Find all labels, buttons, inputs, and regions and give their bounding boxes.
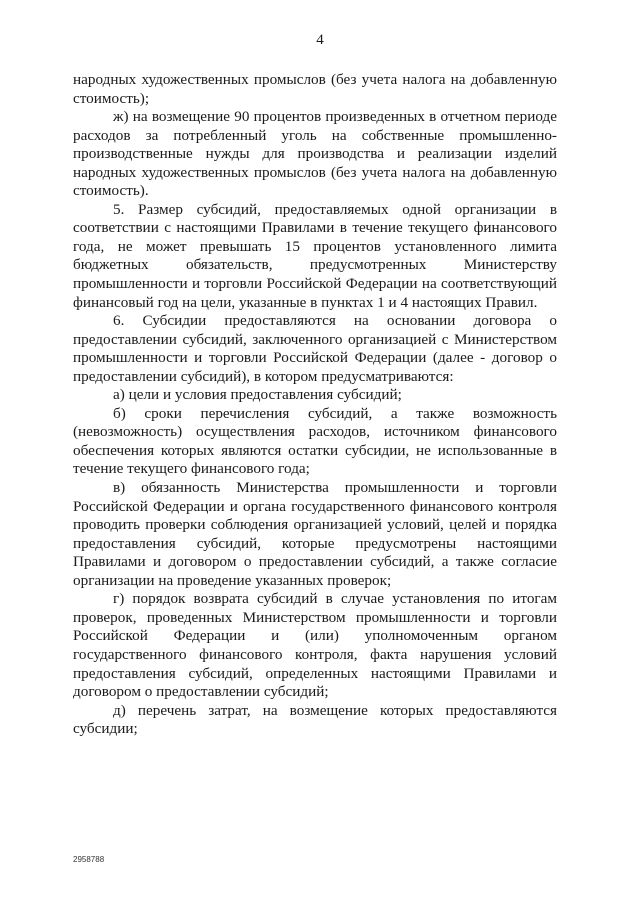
paragraph-item-g: г) порядок возврата субсидий в случае установления по итогам проверок, проведенных Министерством промышленности и торговли Российской Федерации и (или) уполномоченным органом государственного финансового контроля, факта нарушения условий предоставления субсидий, определенных настоящими Правилами и договором о предоставлении субсидий; xyxy=(73,590,557,701)
paragraph-continuation: народных художественных промыслов (без учета налога на добавленную стоимость); xyxy=(73,71,557,107)
paragraph-item-v: в) обязанность Министерства промышленности и торговли Российской Федерации и органа государственного финансового контроля проводить проверки соблюдения организацией условий, целей и порядка предоставления субсидий, которые предусмотрены настоящими Правилами и договором о предоставлении субсидий, а также согласие организации на проведение указанных проверок; xyxy=(73,479,557,589)
paragraph-point-6: 6. Субсидии предоставляются на основании договора о предоставлении субсидий, заключенного организацией с Министерством промышленности и торговли Российской Федерации (далее - договор о предоставлении субсидий), в котором предусматриваются: xyxy=(73,312,557,385)
paragraph-item-d: д) перечень затрат, на возмещение которых предоставляются субсидии; xyxy=(73,701,557,738)
paragraph-item-b: б) сроки перечисления субсидий, а также возможность (невозможность) осуществления расходов, источником финансового обеспечения которых являются остатки субсидии, не использованные в течение текущего финансового года; xyxy=(73,404,557,478)
page-number: 4 xyxy=(316,32,324,48)
paragraph-item-a: а) цели и условия предоставления субсидий; xyxy=(113,386,402,404)
document-body xyxy=(73,71,557,739)
paragraph-item-zh: ж) на возмещение 90 процентов произведенных в отчетном периоде расходов за потребленный уголь на собственные промышленно-производственные нужды для производства и реализации изделий народных художественных промыслов (без учета налога на добавленную стоимость). xyxy=(73,108,557,200)
document-id: 2958788 xyxy=(73,855,105,864)
paragraph-point-5: 5. Размер субсидий, предоставляемых одной организации в соответствии с настоящими Правилами в течение текущего финансового года, не может превышать 15 процентов установленного лимита бюджетных обязательств, предусмотренных Министерству промышленности и торговли Российской Федерации на соответствующий финансовый год на цели, указанные в пунктах 1 и 4 настоящих Правил. xyxy=(73,200,557,311)
